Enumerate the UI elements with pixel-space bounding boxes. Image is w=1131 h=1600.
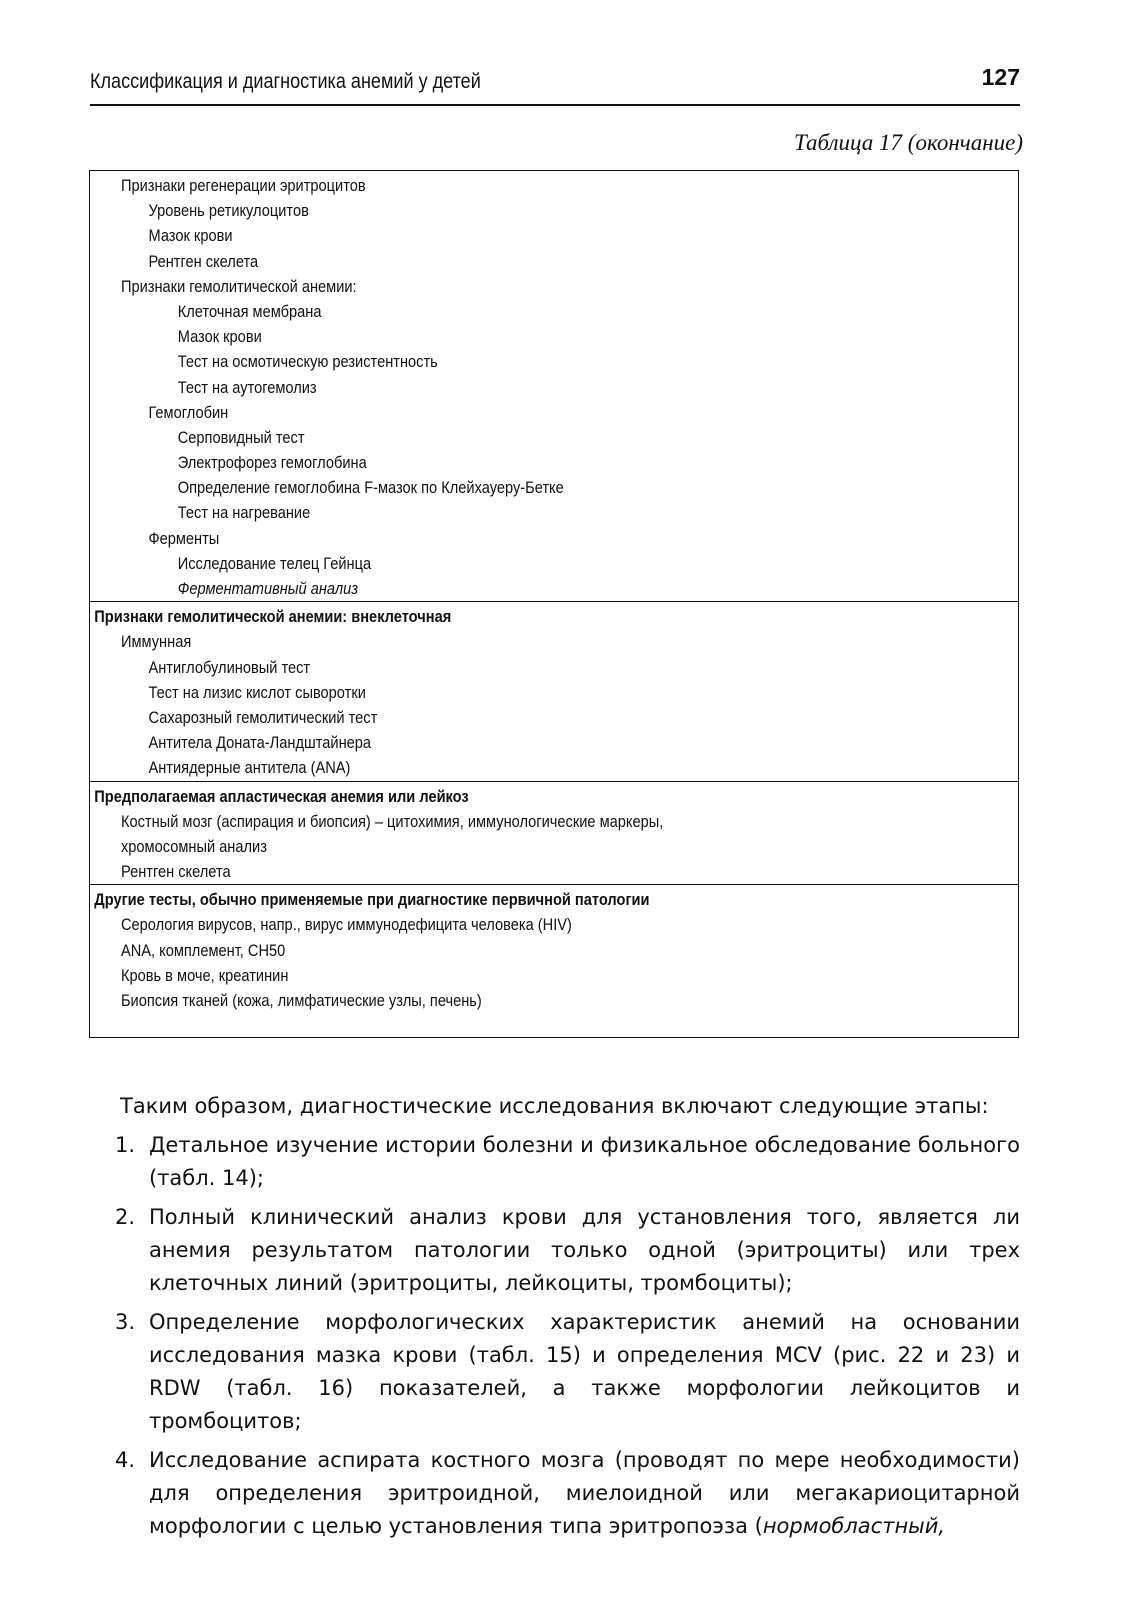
- intro-paragraph: Таким образом, диагностические исследования включают следующие этапы:: [120, 1094, 989, 1118]
- table-line: Клеточная мембрана: [177, 301, 322, 321]
- table-section-heading: Признаки гемолитической анемии: внеклеточная: [94, 607, 452, 627]
- table-caption: Таблица 17 (окончание): [794, 130, 1023, 155]
- table-line: Тест на аутогемолиз: [177, 377, 317, 397]
- table-line: Электрофорез гемоглобина: [177, 453, 367, 473]
- page-number: 127: [981, 64, 1020, 90]
- table-line: Серповидный тест: [177, 427, 305, 447]
- table-line: Ферментативный анализ: [177, 579, 359, 598]
- list-item-text: [149, 1444, 1020, 1543]
- table-line: Тест на лизис кислот сыворотки: [148, 682, 366, 702]
- table-line: Биопсия тканей (кожа, лимфатические узлы, печень): [120, 991, 482, 1010]
- list-item-number: 4.: [115, 1448, 136, 1472]
- table-section: [90, 782, 1018, 886]
- list-item-number: 2.: [115, 1205, 136, 1229]
- list-item: [115, 1201, 1020, 1300]
- table-line: Тест на нагревание: [177, 503, 311, 523]
- list-item: [115, 1129, 1020, 1195]
- list-item: [115, 1444, 1020, 1543]
- table-line: Рентген скелета: [120, 862, 231, 882]
- list-item-number: 1.: [115, 1133, 136, 1157]
- table-line: Серология вирусов, напр., вирус иммунодефицита человека (HIV): [120, 915, 572, 935]
- table-section: [90, 602, 1018, 781]
- table-line: Признаки гемолитической анемии:: [120, 276, 357, 296]
- table-line: хромосомный анализ: [120, 836, 267, 856]
- table-section-heading: Другие тесты, обычно применяемые при диагностике первичной патологии: [94, 890, 650, 910]
- list-item-text: Определение морфологических характеристик анемий на основании исследования мазка крови (табл. 15) и определения MCV (рис. 22 и 23) и RDW (табл. 16) показателей, а также морфологии лейкоцитов и тромбоцитов;: [149, 1310, 1020, 1433]
- table-line: Исследование телец Гейнца: [177, 553, 372, 573]
- table-line: Кровь в моче, креатинин: [120, 965, 289, 985]
- running-header: [90, 64, 1020, 106]
- table-line: Антиядерные антитела (ANA): [148, 758, 351, 778]
- table-line: Тест на осмотическую резистентность: [177, 352, 438, 372]
- list-item-text-italic: нормобластный,: [762, 1514, 946, 1538]
- list-item-number: 3.: [115, 1310, 136, 1334]
- table-line: Иммунная: [120, 632, 192, 652]
- table-line: Мазок крови: [148, 226, 233, 246]
- table-line: Уровень ретикулоцитов: [148, 201, 309, 221]
- table-line: Определение гемоглобина F-мазок по Клейхауеру-Бетке: [177, 478, 564, 498]
- table-section: [90, 885, 1018, 1013]
- table-line: Антитела Доната-Ландштайнера: [148, 733, 372, 753]
- list-item-text: Полный клинический анализ крови для установления того, является ли анемия результатом патологии только одной (эритроциты) или трех клеточных линий (эритроциты, лейкоциты, тромбоциты);: [149, 1205, 1020, 1295]
- body-text: [115, 1090, 1020, 1543]
- table-line: Антиглобулиновый тест: [148, 657, 311, 677]
- table-section: [90, 171, 1018, 602]
- table-line: ANA, комплемент, CH50: [120, 940, 286, 960]
- table-line: Костный мозг (аспирация и биопсия) – цитохимия, иммунологические маркеры,: [120, 811, 664, 831]
- table-line: Гемоглобин: [148, 402, 229, 422]
- list-item-text: Детальное изучение истории болезни и физикальное обследование больного (табл. 14);: [149, 1133, 1020, 1190]
- table-line: Ферменты: [148, 528, 220, 548]
- diagnostic-tests-table: [89, 170, 1019, 1038]
- table-line: Признаки регенерации эритроцитов: [120, 176, 366, 195]
- table-section-heading: Предполагаемая апластическая анемия или лейкоз: [94, 786, 469, 806]
- table-line: Рентген скелета: [148, 251, 259, 271]
- table-line: Мазок крови: [177, 327, 262, 347]
- list-item-text-main: Исследование аспирата костного мозга (проводят по мере необходимости) для определения эритроидной, миелоидной или мегакариоцитарной морфологии с целью установления типа эритропоэза (: [149, 1448, 1020, 1538]
- table-line: Сахарозный гемолитический тест: [148, 707, 378, 727]
- list-item: [115, 1306, 1020, 1438]
- header-title: Классификация и диагностика анемий у детей: [90, 70, 481, 93]
